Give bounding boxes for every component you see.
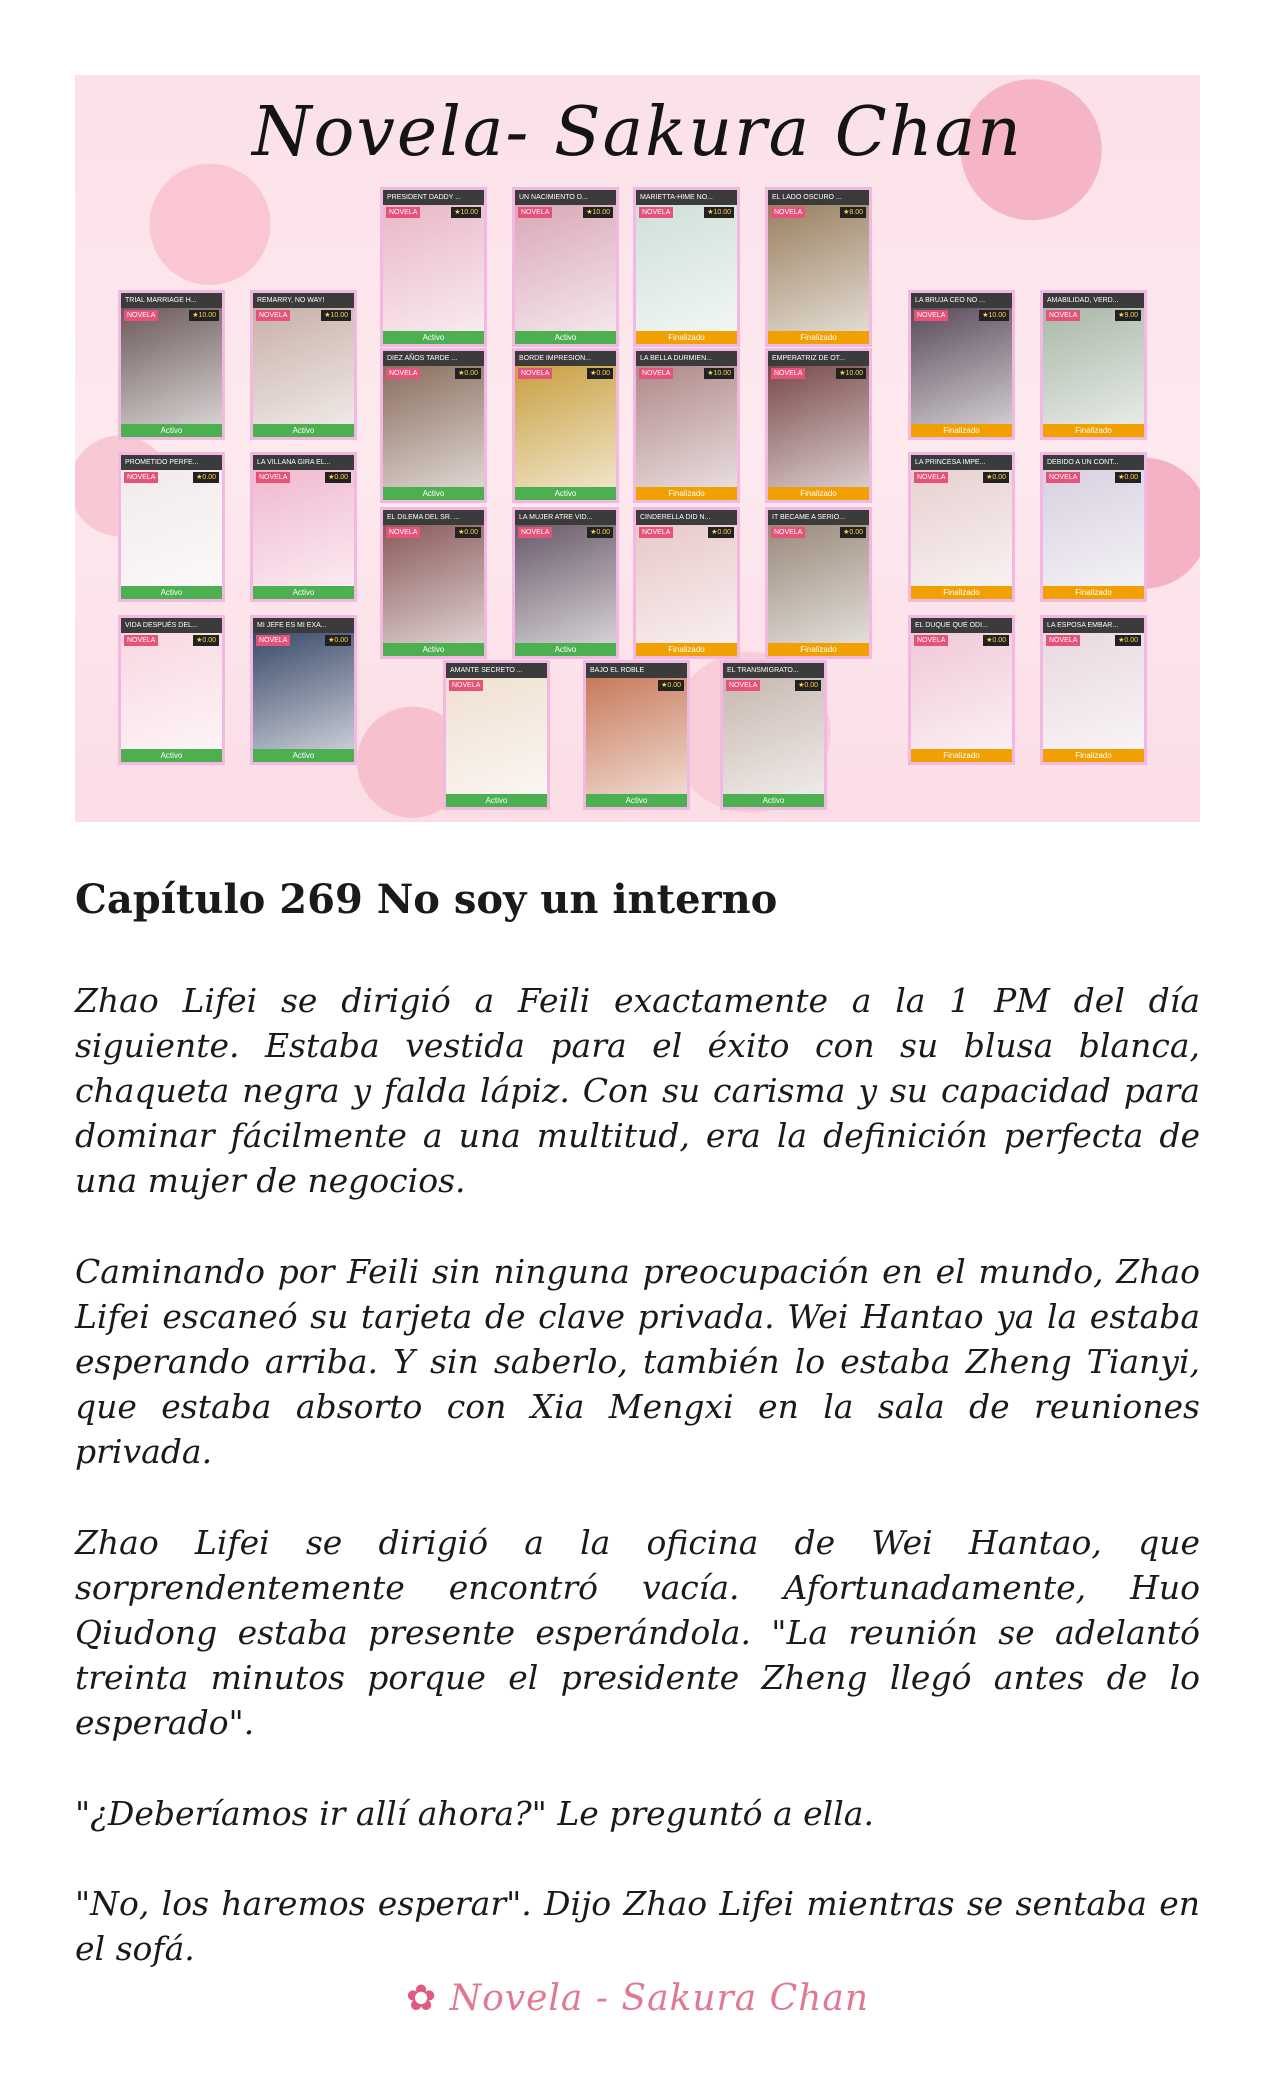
card-tag: NOVELA [518, 368, 552, 379]
card-status: Finalizado [636, 331, 737, 344]
card-score: ★0.00 [795, 680, 821, 691]
card-title: MI JEFE ES MI EXA... [253, 618, 354, 633]
novel-card[interactable] [908, 452, 1015, 602]
card-status: Activo [586, 794, 687, 807]
card-score: ★10.00 [704, 207, 734, 218]
card-title: IT BECAME A SERIO... [768, 510, 869, 525]
card-score: ★0.00 [193, 635, 219, 646]
paragraph: "¿Deberíamos ir allí ahora?" Le preguntó a ella. [75, 1794, 874, 1833]
novel-card[interactable] [765, 348, 872, 503]
card-cover [1043, 470, 1144, 586]
card-tag: NOVELA [1046, 310, 1080, 321]
card-cover [911, 470, 1012, 586]
card-score: ★10.00 [836, 368, 866, 379]
card-score: ★0.00 [587, 527, 613, 538]
paragraph: Caminando por Feili sin ninguna preocupación en el mundo, Zhao Lifei escaneó su tarjeta de clave privada. Wei Hantao ya la estaba esperando arriba. Y sin saberlo, también lo estaba Zheng Tianyi, que estaba absorto con Xia Mengxi en la sala de reuniones privada. [75, 1252, 1200, 1471]
card-tag: NOVELA [1046, 635, 1080, 646]
card-tag: NOVELA [639, 207, 673, 218]
card-score: ★0.00 [840, 527, 866, 538]
card-title: AMABILIDAD, VERD... [1043, 293, 1144, 308]
card-cover [383, 366, 484, 487]
novel-card[interactable] [908, 615, 1015, 765]
card-score: ★0.00 [455, 368, 481, 379]
card-tag: NOVELA [256, 635, 290, 646]
card-title: DIEZ AÑOS TARDE ... [383, 351, 484, 366]
novel-card[interactable] [765, 187, 872, 347]
novel-card[interactable] [380, 187, 487, 347]
card-tag: NOVELA [771, 368, 805, 379]
card-status: Activo [121, 424, 222, 437]
novel-card[interactable] [908, 290, 1015, 440]
card-tag: NOVELA [914, 635, 948, 646]
card-cover [911, 308, 1012, 424]
card-title: VIDA DESPUÉS DEL... [121, 618, 222, 633]
card-cover [383, 205, 484, 331]
card-score: ★8.00 [840, 207, 866, 218]
card-title: LA VILLANA GIRA EL... [253, 455, 354, 470]
card-cover [636, 525, 737, 643]
card-score: ★0.00 [658, 680, 684, 691]
card-status: Activo [121, 749, 222, 762]
card-cover [253, 308, 354, 424]
card-status: Finalizado [1043, 424, 1144, 437]
card-score: ★0.00 [455, 527, 481, 538]
card-title: PRESIDENT DADDY ... [383, 190, 484, 205]
novel-card[interactable] [512, 187, 619, 347]
novel-card[interactable] [118, 290, 225, 440]
novel-card[interactable] [443, 660, 550, 810]
card-tag: NOVELA [639, 527, 673, 538]
card-tag: NOVELA [914, 310, 948, 321]
card-cover [768, 366, 869, 487]
card-title: EL TRANSMIGRATO... [723, 663, 824, 678]
card-cover [121, 470, 222, 586]
card-title: PROMETIDO PERFE... [121, 455, 222, 470]
card-score: ★0.00 [193, 472, 219, 483]
card-cover [636, 205, 737, 331]
card-cover [446, 678, 547, 794]
card-cover [723, 678, 824, 794]
card-score: ★0.00 [325, 472, 351, 483]
novel-card[interactable] [118, 452, 225, 602]
card-status: Activo [723, 794, 824, 807]
card-tag: NOVELA [124, 310, 158, 321]
novel-card[interactable] [512, 507, 619, 659]
novel-card[interactable] [250, 452, 357, 602]
card-title: EL DUQUE QUE ODI... [911, 618, 1012, 633]
card-tag: NOVELA [386, 368, 420, 379]
card-tag: NOVELA [518, 527, 552, 538]
banner-image [75, 75, 1200, 822]
card-status: Activo [253, 749, 354, 762]
card-score: ★10.00 [189, 310, 219, 321]
card-title: UN NACIMIENTO D... [515, 190, 616, 205]
card-cover [911, 633, 1012, 749]
card-cover [253, 633, 354, 749]
card-cover [515, 366, 616, 487]
card-title: TRIAL MARRIAGE H... [121, 293, 222, 308]
paragraph: Zhao Lifei se dirigió a Feili exactamente a la 1 PM del día siguiente. Estaba vestida para el éxito con su blusa blanca, chaqueta negra y falda lápiz. Con su carisma y su capacidad para dominar fácilmente a una multitud, era la definición perfecta de una mujer de negocios. [75, 981, 1200, 1200]
card-tag: NOVELA [256, 472, 290, 483]
card-score: ★0.00 [587, 368, 613, 379]
card-title: LA BELLA DURMIEN... [636, 351, 737, 366]
card-score: ★0.00 [325, 635, 351, 646]
card-cover [768, 205, 869, 331]
card-status: Activo [383, 331, 484, 344]
novel-card[interactable] [633, 507, 740, 659]
card-tag: NOVELA [386, 527, 420, 538]
card-score: ★0.00 [983, 472, 1009, 483]
card-title: LA BRUJA CEO NO ... [911, 293, 1012, 308]
card-tag: NOVELA [256, 310, 290, 321]
card-tag: NOVELA [639, 368, 673, 379]
card-score: ★0.00 [1115, 635, 1141, 646]
card-title: LA ESPOSA EMBAR... [1043, 618, 1144, 633]
card-title: EL DILEMA DEL SR. ... [383, 510, 484, 525]
card-tag: NOVELA [124, 472, 158, 483]
novel-card[interactable] [1040, 615, 1147, 765]
paragraph: Zhao Lifei se dirigió a la oficina de Wei Hantao, que sorprendentemente encontró vacía. Afortunadamente, Huo Qiudong estaba presente esperándola. "La reunión se adelantó treinta minutos porque el presidente Zheng llegó antes de lo esperado". [75, 1523, 1200, 1742]
card-status: Finalizado [1043, 586, 1144, 599]
card-score: ★10.00 [583, 207, 613, 218]
card-cover [515, 525, 616, 643]
paragraph: "No, los haremos esperar". Dijo Zhao Lifei mientras se sentaba en el sofá. [75, 1884, 1200, 1968]
card-tag: NOVELA [726, 680, 760, 691]
card-title: DEBIDO A UN CONT... [1043, 455, 1144, 470]
banner-title: Novela- Sakura Chan [252, 93, 1023, 172]
novel-card[interactable] [1040, 290, 1147, 440]
card-tag: NOVELA [386, 207, 420, 218]
card-cover [121, 633, 222, 749]
card-tag: NOVELA [124, 635, 158, 646]
novel-card[interactable] [1040, 452, 1147, 602]
card-title: EMPERATRIZ DE OT... [768, 351, 869, 366]
card-title: MARIETTA-HIME NO... [636, 190, 737, 205]
novel-card[interactable] [380, 507, 487, 659]
card-status: Activo [121, 586, 222, 599]
novel-card[interactable] [583, 660, 690, 810]
card-status: Finalizado [911, 749, 1012, 762]
sakura-icon: ✿ [405, 1978, 438, 2019]
card-title: LA MUJER ATRE VID... [515, 510, 616, 525]
card-cover [636, 366, 737, 487]
card-tag: NOVELA [449, 680, 483, 691]
novel-card[interactable] [765, 507, 872, 659]
card-score: ★10.00 [979, 310, 1009, 321]
novel-card[interactable] [380, 348, 487, 503]
card-cover [768, 525, 869, 643]
card-status: Activo [515, 487, 616, 500]
novel-card[interactable] [250, 290, 357, 440]
card-title: AMANTE SECRETO ... [446, 663, 547, 678]
card-score: ★10.00 [704, 368, 734, 379]
card-status: Activo [515, 331, 616, 344]
card-title: CINDERELLA DID N... [636, 510, 737, 525]
card-title: LA PRINCESA IMPE... [911, 455, 1012, 470]
card-status: Finalizado [768, 487, 869, 500]
card-cover [253, 470, 354, 586]
chapter-title: Capítulo 269 No soy un interno [75, 876, 778, 923]
novel-card[interactable] [250, 615, 357, 765]
card-status: Activo [446, 794, 547, 807]
card-status: Finalizado [1043, 749, 1144, 762]
card-score: ★10.00 [321, 310, 351, 321]
card-status: Activo [253, 424, 354, 437]
card-tag: NOVELA [1046, 472, 1080, 483]
card-status: Finalizado [768, 643, 869, 656]
novel-card[interactable] [118, 615, 225, 765]
card-score: ★10.00 [451, 207, 481, 218]
card-status: Finalizado [911, 424, 1012, 437]
card-status: Finalizado [636, 487, 737, 500]
card-cover [383, 525, 484, 643]
card-title: REMARRY, NO WAY! [253, 293, 354, 308]
card-tag: NOVELA [771, 207, 805, 218]
card-cover [515, 205, 616, 331]
card-status: Activo [253, 586, 354, 599]
card-status: Activo [383, 487, 484, 500]
novel-card[interactable] [633, 348, 740, 503]
novel-card[interactable] [720, 660, 827, 810]
card-status: Activo [515, 643, 616, 656]
card-cover [586, 678, 687, 794]
footer-watermark-text: Novela - Sakura Chan [449, 1978, 870, 2019]
card-title: BORDE IMPRESION... [515, 351, 616, 366]
footer-watermark [0, 1978, 1275, 2019]
novel-card[interactable] [512, 348, 619, 503]
card-cover [1043, 308, 1144, 424]
card-status: Activo [383, 643, 484, 656]
card-status: Finalizado [636, 643, 737, 656]
card-title: BAJO EL ROBLE [586, 663, 687, 678]
card-status: Finalizado [768, 331, 869, 344]
card-score: ★0.00 [983, 635, 1009, 646]
card-tag: NOVELA [771, 527, 805, 538]
card-tag: NOVELA [914, 472, 948, 483]
card-tag: NOVELA [518, 207, 552, 218]
card-title: EL LADO OSCURO ... [768, 190, 869, 205]
card-score: ★9.00 [1115, 310, 1141, 321]
card-status: Finalizado [911, 586, 1012, 599]
card-cover [1043, 633, 1144, 749]
card-cover [121, 308, 222, 424]
novel-card[interactable] [633, 187, 740, 347]
card-score: ★0.00 [1115, 472, 1141, 483]
card-score: ★0.00 [708, 527, 734, 538]
